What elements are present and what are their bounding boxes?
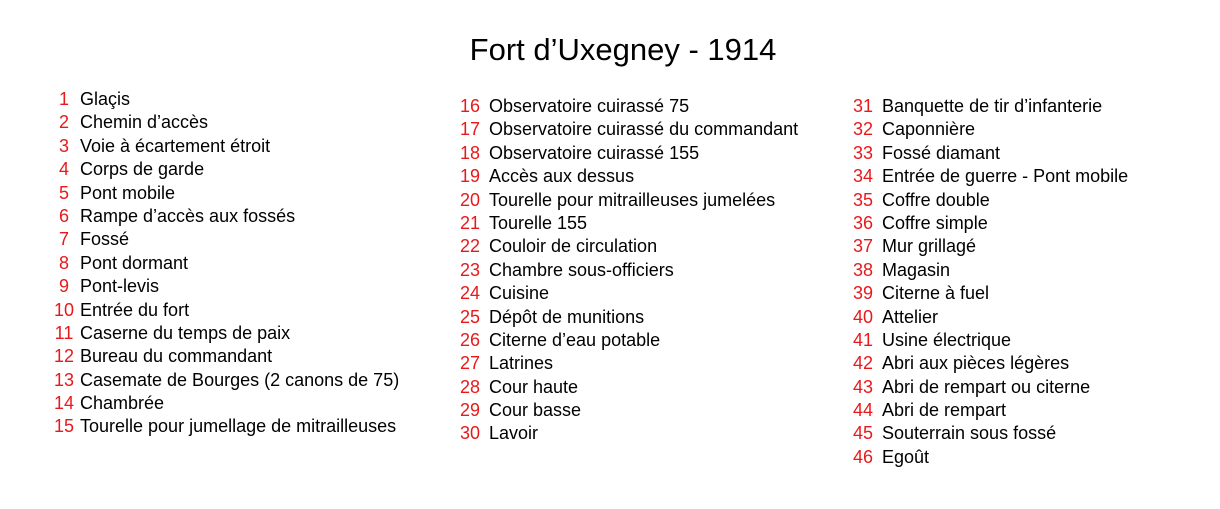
legend-item-label: Abri aux pièces légères [882,353,1070,374]
legend-item-number: 22 [459,236,481,257]
legend-item-label: Tourelle pour jumellage de mitrailleuses [80,416,397,437]
legend-item-label: Casemate de Bourges (2 canons de 75) [80,369,400,390]
legend-item-number: 30 [459,423,481,444]
legend-item-number: 7 [58,229,69,250]
legend-item-label: Attelier [882,306,939,327]
legend-item [52,369,399,392]
legend-item-label: Rampe d’accès aux fossés [80,205,296,226]
legend-item-number: 24 [459,283,481,304]
legend-item-number: 34 [852,166,874,187]
legend-item [455,118,798,141]
page-title: Fort d’Uxegney - 1914 [469,32,777,67]
legend-item [455,95,798,118]
legend-item-label: Bureau du commandant [80,346,273,367]
legend-item [455,306,798,329]
legend-item-label: Egoût [882,446,930,467]
legend-item-number: 13 [53,369,75,390]
legend-item [848,212,1128,235]
legend-item-number: 2 [58,112,69,133]
legend-item-label: Observatoire cuirassé 75 [489,96,690,116]
legend-item-number: 9 [58,276,69,297]
legend-item [52,252,399,275]
legend-item-number: 10 [53,299,75,320]
legend-item-label: Caponnière [882,119,976,140]
legend-item-number: 44 [852,400,874,421]
legend-item-number: 43 [852,376,874,397]
legend-item-label: Pont mobile [80,182,176,203]
legend-item-label: Voie à écartement étroit [80,135,271,156]
legend-item-number: 38 [852,259,874,280]
legend-item [848,235,1128,258]
legend-item-label: Entrée de guerre - Pont mobile [882,166,1129,187]
legend-item [455,189,798,212]
legend-item-label: Abri de rempart [882,400,1007,421]
legend-item [455,422,798,445]
legend-item-number: 28 [459,376,481,397]
legend-item-label: Chambrée [80,393,165,414]
legend-item-number: 6 [58,205,69,226]
legend-item-number: 42 [852,353,874,374]
legend-item-number: 12 [53,346,75,367]
legend-item [848,422,1128,445]
legend-item [52,392,399,415]
legend-item [848,142,1128,165]
legend-item [848,189,1128,212]
legend-item-label: Lavoir [489,423,539,444]
legend-item [455,399,798,422]
legend-item [455,259,798,282]
legend-item-label: Chemin d’accès [80,112,209,133]
legend-item-number: 29 [459,400,481,421]
legend-item [848,399,1128,422]
legend-item-number: 39 [852,283,874,304]
legend-item-label: Chambre sous-officiers [489,259,674,280]
legend-item [848,95,1128,118]
legend-item-number: 8 [58,252,69,273]
legend-item-label: Glaçis [80,89,131,109]
legend-item [848,259,1128,282]
legend-column-1 [52,88,399,439]
legend-item-number: 33 [852,142,874,163]
legend-item-label: Mur grillagé [882,236,977,257]
legend-item-label: Usine électrique [882,329,1012,350]
legend-item-label: Tourelle 155 [489,212,588,233]
legend-item [455,282,798,305]
legend-item [52,299,399,322]
legend-item-number: 21 [459,212,481,233]
legend-item-number: 37 [852,236,874,257]
legend-item-label: Fossé diamant [882,142,1001,163]
legend-item [848,306,1128,329]
legend-item [848,282,1128,305]
legend-item-number: 17 [459,119,481,140]
legend-column-3 [848,95,1128,469]
legend-item [52,158,399,181]
legend-item [52,111,399,134]
legend-item-number: 31 [852,96,874,116]
legend-item-label: Cuisine [489,283,550,304]
legend-item-label: Magasin [882,259,951,280]
legend-item-label: Citerne d’eau potable [489,329,661,350]
legend-item-number: 40 [852,306,874,327]
legend-item [848,118,1128,141]
legend-column-2 [455,95,798,446]
legend-item-number: 36 [852,212,874,233]
legend-item [455,235,798,258]
legend-item-label: Fossé [80,229,130,250]
legend-item-number: 5 [58,182,69,203]
legend-item-label: Tourelle pour mitrailleuses jumelées [489,189,776,210]
legend-item-number: 14 [53,393,75,414]
legend-item-label: Abri de rempart ou citerne [882,376,1091,397]
legend-item-label: Banquette de tir d’infanterie [882,96,1103,116]
legend-item-label: Pont dormant [80,252,189,273]
legend-item [455,142,798,165]
legend-item-number: 23 [459,259,481,280]
legend-item-label: Citerne à fuel [882,283,990,304]
legend-item-number: 15 [53,416,75,437]
legend-item-number: 19 [459,166,481,187]
legend-item-label: Corps de garde [80,159,205,180]
legend-item-number: 46 [852,446,874,467]
legend-item-number: 25 [459,306,481,327]
legend-item-label: Cour basse [489,400,582,421]
legend-item-number: 18 [459,142,481,163]
legend-item-label: Coffre simple [882,212,988,233]
legend-item [455,165,798,188]
legend-item [52,275,399,298]
legend-item [455,212,798,235]
legend-item [52,322,399,345]
legend-item [848,376,1128,399]
legend-item [52,345,399,368]
legend-item-number: 3 [58,135,69,156]
legend-item-number: 45 [852,423,874,444]
legend-item [52,415,399,438]
legend-item-number: 20 [459,189,481,210]
legend-item [455,352,798,375]
legend-item [52,205,399,228]
legend-item-label: Observatoire cuirassé 155 [489,142,700,163]
legend-item-number: 32 [852,119,874,140]
legend-item [848,329,1128,352]
legend-item-number: 16 [459,96,481,116]
legend-item [455,376,798,399]
legend-item-number: 26 [459,329,481,350]
legend-item-label: Pont-levis [80,276,160,297]
legend-item-label: Couloir de circulation [489,236,658,257]
legend-item [52,88,399,111]
legend-item-number: 35 [852,189,874,210]
legend-item [848,352,1128,375]
legend-item-label: Souterrain sous fossé [882,423,1057,444]
legend-item-label: Cour haute [489,376,579,397]
legend-item-number: 27 [459,353,481,374]
legend-item-label: Dépôt de munitions [489,306,645,327]
legend-item-number: 1 [58,89,69,109]
legend-item [52,182,399,205]
legend-item [848,165,1128,188]
legend-item [455,329,798,352]
legend-item-label: Caserne du temps de paix [80,322,291,343]
legend-item-number: 41 [852,329,874,350]
legend-item [52,135,399,158]
legend-item-number: 4 [58,159,69,180]
legend-item [52,228,399,251]
legend-item-label: Coffre double [882,189,990,210]
legend-item [848,446,1128,469]
legend-item-label: Accès aux dessus [489,166,635,187]
legend-item-label: Observatoire cuirassé du commandant [489,119,799,140]
legend-item-label: Latrines [489,353,554,374]
legend-item-number: 11 [54,322,74,343]
legend-item-label: Entrée du fort [80,299,190,320]
